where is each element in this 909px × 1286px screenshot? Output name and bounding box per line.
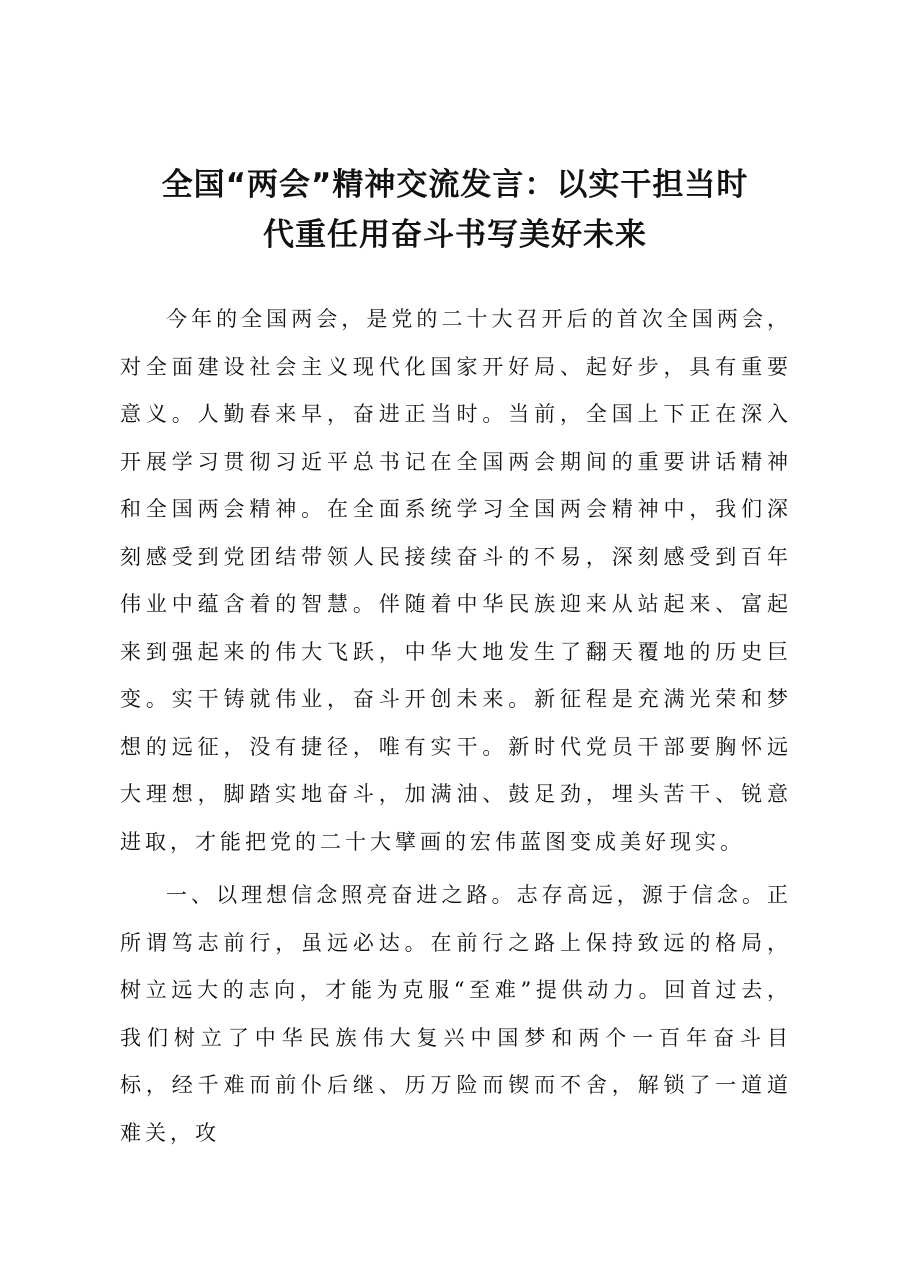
paragraph: 一、以理想信念照亮奋进之路。志存高远，源于信念。正所谓笃志前行，虽远必达。在前行之路上保持致远的格局，树立远大的志向，才能为克服“至难”提供动力。回首过去，我们树立了中华民族伟大复兴中国梦和两个一百年奋斗目标，经千难而前仆后继、历万险而锲而不舍，解锁了一道道难关，攻: [120, 883, 792, 1145]
paragraph: 今年的全国两会，是党的二十大召开后的首次全国两会，对全面建设社会主义现代化国家开好局、起好步，具有重要意义。人勤春来早，奋进正当时。当前，全国上下正在深入开展学习贯彻习近平总书记在全国两会期间的重要讲话精神和全国两会精神。在全面系统学习全国两会精神中，我们深刻感受到党团结带领人民接续奋斗的不易，深刻感受到百年伟业中蕴含着的智慧。伴随着中华民族迎来从站起来、富起来到强起来的伟大飞跃，中华大地发生了翻天覆地的历史巨变。实干铸就伟业，奋斗开创未来。新征程是充满光荣和梦想的远征，没有捷径，唯有实干。新时代党员干部要胸怀远大理想，脚踏实地奋斗，加满油、鼓足劲，埋头苦干、锐意进取，才能把党的二十大擘画的宏伟蓝图变成美好现实。: [120, 307, 792, 854]
document-body: [120, 296, 792, 1163]
document-title: [110, 160, 800, 260]
title-line-1: 全国“两会”精神交流发言：以实干担当时: [161, 167, 749, 203]
title-line-2: 代重任用奋斗书写美好未来: [263, 217, 647, 253]
